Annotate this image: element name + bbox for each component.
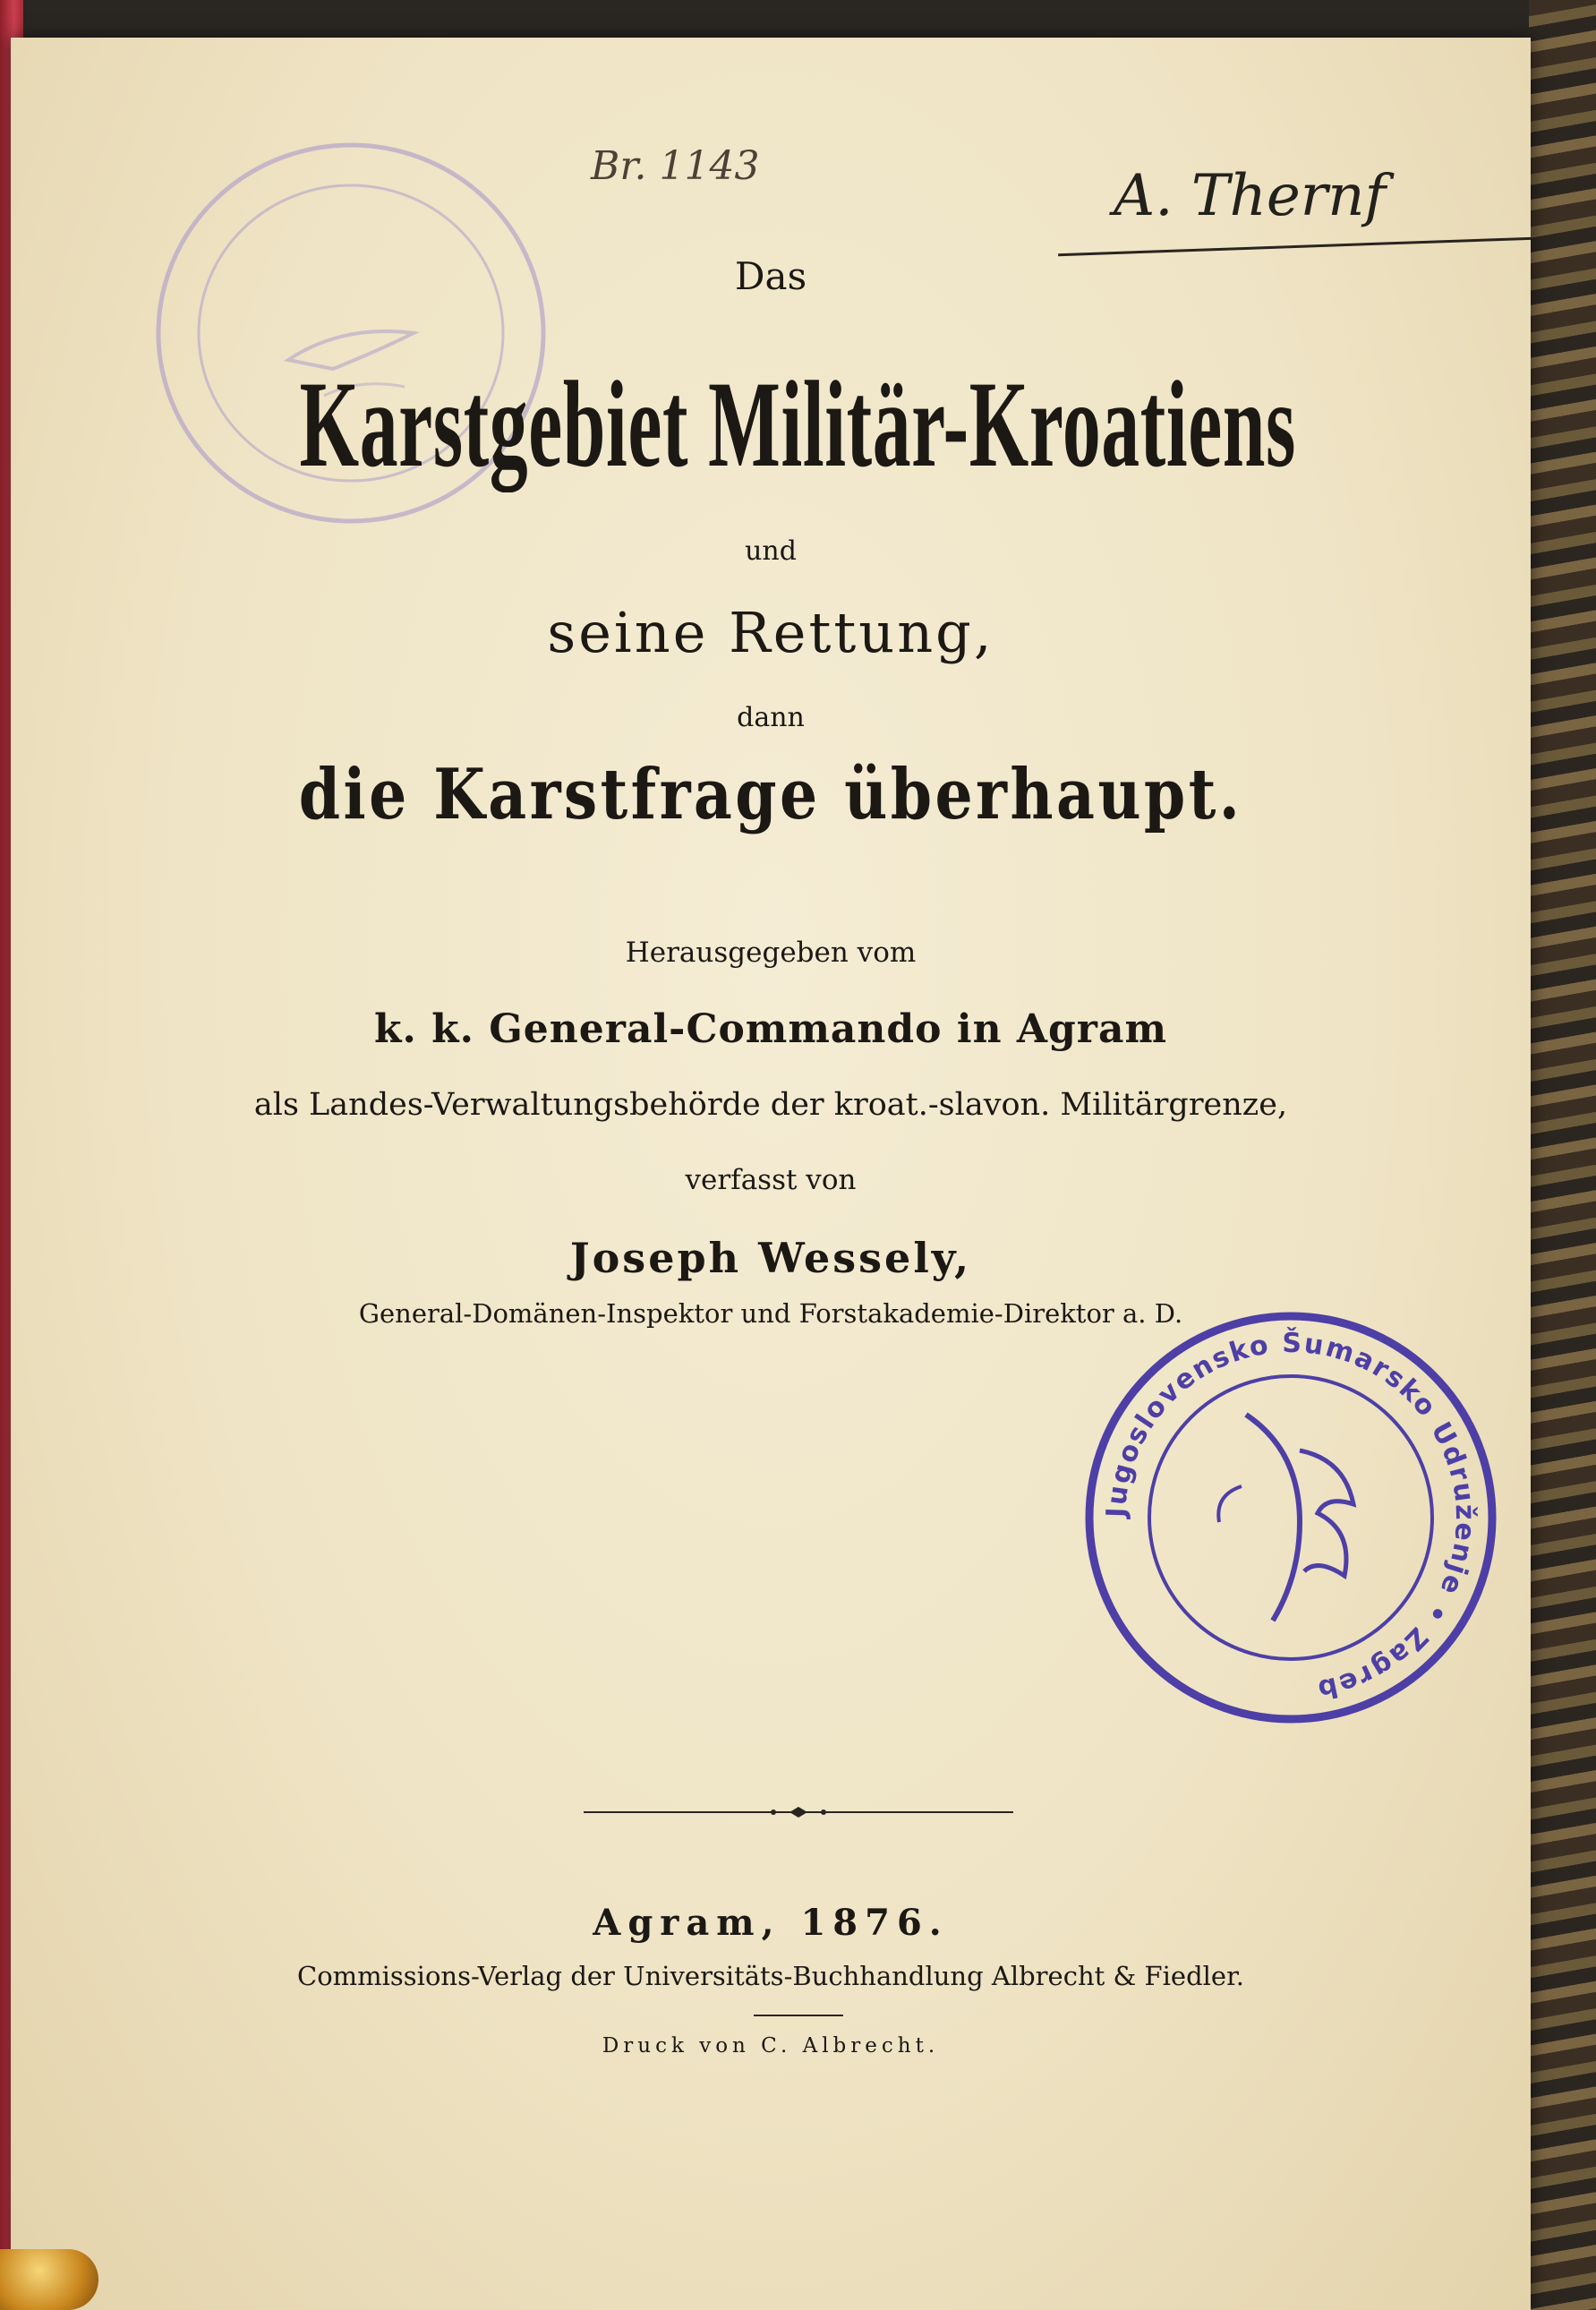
library-stamp — [1080, 1307, 1501, 1728]
author-rank: General-Domänen-Inspektor und Forstakademie-Direktor a. D. — [358, 1298, 1183, 1329]
main-title: Karstgebiet Militär-Kroatiens — [299, 355, 1296, 492]
subtitle-karstfrage: die Karstfrage überhaupt. — [298, 754, 1243, 835]
subtitle-rettung: seine Rettung, — [547, 600, 994, 665]
owner-signature: A. Thernf — [1114, 163, 1387, 229]
stamp-text: Jugoslovensko Šumarsko Udruženje • Zagreb — [1100, 1327, 1481, 1706]
title-und: und — [745, 535, 797, 567]
author-name: Joseph Wessely, — [569, 1234, 972, 1282]
gold-pin — [0, 2249, 98, 2310]
verfasst-line: verfasst von — [685, 1164, 857, 1196]
publisher-verlag: Commissions-Verlag der Universitäts-Buchhandlung Albrecht & Fiedler. — [297, 1961, 1244, 1991]
title-dann: dann — [737, 702, 805, 733]
accession-number: Br. 1143 — [591, 143, 760, 189]
short-rule — [754, 2015, 843, 2016]
ornamental-divider — [584, 1803, 1013, 1821]
title-das: Das — [734, 254, 807, 298]
place-year: Agram, 1876. — [593, 1902, 949, 1944]
title-page — [11, 38, 1531, 2310]
publisher-commando: k. k. General-Commando in Agram — [373, 1006, 1168, 1052]
printer-line: Druck von C. Albrecht. — [602, 2034, 940, 2058]
herausgegeben-line: Herausgegeben vom — [625, 937, 917, 969]
authority-line: als Landes-Verwaltungsbehörde der kroat.-slavon. Militärgrenze, — [253, 1087, 1288, 1123]
svg-text:Jugoslovensko Šumarsko Udružen — [1101, 1326, 1481, 1706]
marbled-cover-board — [1529, 0, 1596, 2310]
